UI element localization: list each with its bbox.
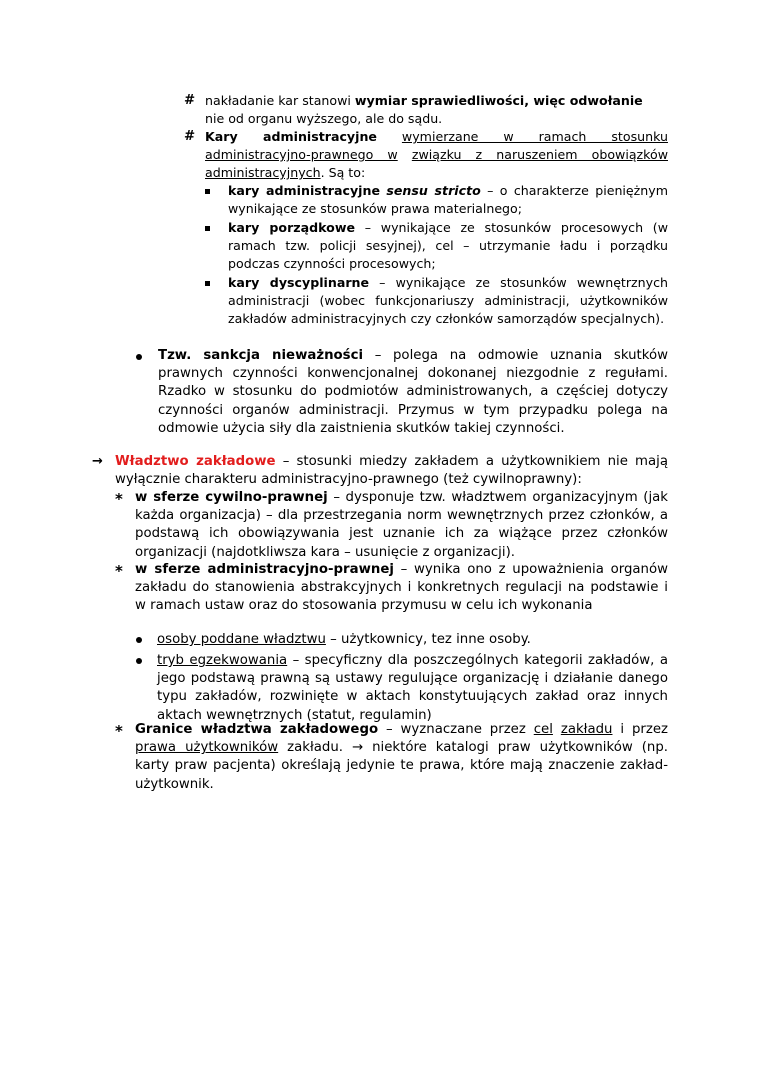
granice-t4: zakładu. → niektóre katalogi praw użytkowników (np. karty praw pacjenta) określają jedynie te prawa, które mają znaczenie zakład-użytkownik.	[135, 740, 668, 792]
hash-marker: #	[184, 93, 196, 108]
star-item-2-text: – wynika ono z upoważnienia organów zakładu do stanowienia abstrakcyjnych i konkretnych regulacji na podstawie i w ramach ustaw oraz do stosowania przymusu w celu ich wykonania	[135, 562, 668, 614]
sq-item-1-bold: kary administracyjne	[228, 183, 380, 198]
arrow-icon: →	[92, 454, 103, 469]
star-item-1-text: – dysponuje tzw. władztwem organizacyjnym (jak każda organizacja) – dla przestrzegania norm wewnętrznych przez członków, a podstawą ich obowiązywania jest uznanie ich za wiążące przez członków organizacji (najdotkliwsza kara – usunięcie z organizacji).	[135, 490, 668, 560]
hash-item-1-bold: wymiar sprawiedliwości, więc odwołanie	[354, 93, 643, 108]
sub-bullet-1-text: – użytkownicy, tez inne osoby.	[325, 632, 531, 647]
granice-t2	[553, 722, 561, 737]
wladztwo-item	[115, 453, 668, 489]
hash-item-1-cont: nie od organu wyższego, ale do sądu.	[205, 111, 443, 127]
star-item-2	[135, 561, 668, 616]
star-item-1-bold: w sferze cywilno-prawnej	[135, 490, 328, 505]
sq-item-2-bold: kary porządkowe	[228, 220, 356, 235]
sq-item-1	[228, 182, 668, 218]
sq-item-3-text: – wynikające ze stosunków wewnętrznych administracji (wobec funkcjonariuszy administracji, użytkowników zakładów administracyjnych czy członków samorządów specjalnych).	[228, 275, 669, 327]
sq-item-2-text: – wynikające ze stosunków procesowych (w ramach tzw. policji sesyjnej), cel – utrzymanie ładu i porządku podczas czynności procesowych;	[228, 220, 669, 272]
round-bullet-icon	[136, 658, 142, 664]
sankcja-item	[158, 347, 668, 438]
square-bullet-icon	[205, 189, 210, 194]
granice-u1: cel	[533, 722, 553, 737]
sub-bullet-1-underlined: osoby poddane władztwu	[157, 632, 326, 647]
asterisk-icon: *	[115, 490, 123, 508]
square-bullet-icon	[205, 226, 210, 231]
wladztwo-heading: Władztwo zakładowe	[115, 454, 276, 469]
asterisk-icon: *	[115, 562, 123, 580]
sq-item-2	[228, 219, 668, 274]
granice-item	[135, 721, 668, 794]
hash-marker: #	[184, 129, 196, 144]
hash-item-2	[205, 128, 668, 183]
granice-u2: zakładu	[560, 722, 613, 737]
sub-bullet-2-underlined: tryb egzekwowania	[157, 653, 288, 668]
hash-item-2-tail: . Są to:	[320, 165, 366, 181]
sub-bullet-2	[157, 652, 668, 725]
hash-item-2-underlined-2: związku z naruszeniem obowiązków administracyjnych	[205, 147, 668, 181]
square-bullet-icon	[205, 281, 210, 286]
sub-bullet-2-text: – specyficzny dla poszczególnych kategorii zakładów, a jego podstawą prawną są ustawy regulujące organizację i działanie danego typu zakładów, rozwinięte w aktach konstytuujących zakład oraz innych aktach wewnętrznych (statut, regulamin)	[157, 653, 668, 723]
sq-item-1-bolditalic: sensu stricto	[386, 183, 481, 198]
granice-t3: i przez	[612, 722, 669, 737]
sq-item-3	[228, 274, 668, 329]
hash-item-1	[205, 92, 668, 128]
granice-t1: – wyznaczane przez	[378, 722, 534, 737]
sq-item-1-text: – o charakterze pieniężnym wynikające ze stosunków prawa materialnego;	[228, 183, 668, 217]
asterisk-icon: *	[115, 722, 123, 740]
star-item-2-bold: w sferze administracyjno-prawnej	[135, 562, 394, 577]
round-bullet-icon	[136, 637, 142, 643]
hash-item-2-underlined-1: wymierzane w ramach stosunku administracyjno-prawnego w	[205, 129, 668, 163]
granice-u3: prawa użytkowników	[135, 740, 279, 756]
round-bullet-icon	[136, 354, 142, 360]
sub-bullet-1	[157, 631, 668, 649]
sq-item-3-bold: kary dyscyplinarne	[228, 275, 370, 290]
sankcja-bold: Tzw. sankcja nieważności	[158, 348, 364, 363]
sankcja-text: – polega na odmowie uznania skutków prawnych czynności konwencjonalnej dokonanej niezgodnie z regułami. Rzadko w stosunku do podmiotów administrowanych, a częściej dotyczy czynności organów administracji. Przymus w tym przypadku polega na odmowie użycia siły dla zaistnienia skutków takiej czynności.	[158, 348, 669, 436]
wladztwo-text: – stosunki miedzy zakładem a użytkownikiem nie mają wyłącznie charakteru administracyjno-prawnego (też cywilnoprawny):	[115, 454, 669, 488]
hash-item-1-text: nakładanie kar stanowi	[205, 93, 355, 108]
kary-administracyjne-heading: Kary administracyjne	[205, 129, 377, 144]
star-item-1	[135, 489, 668, 562]
granice-bold: Granice władztwa zakładowego	[135, 722, 379, 737]
